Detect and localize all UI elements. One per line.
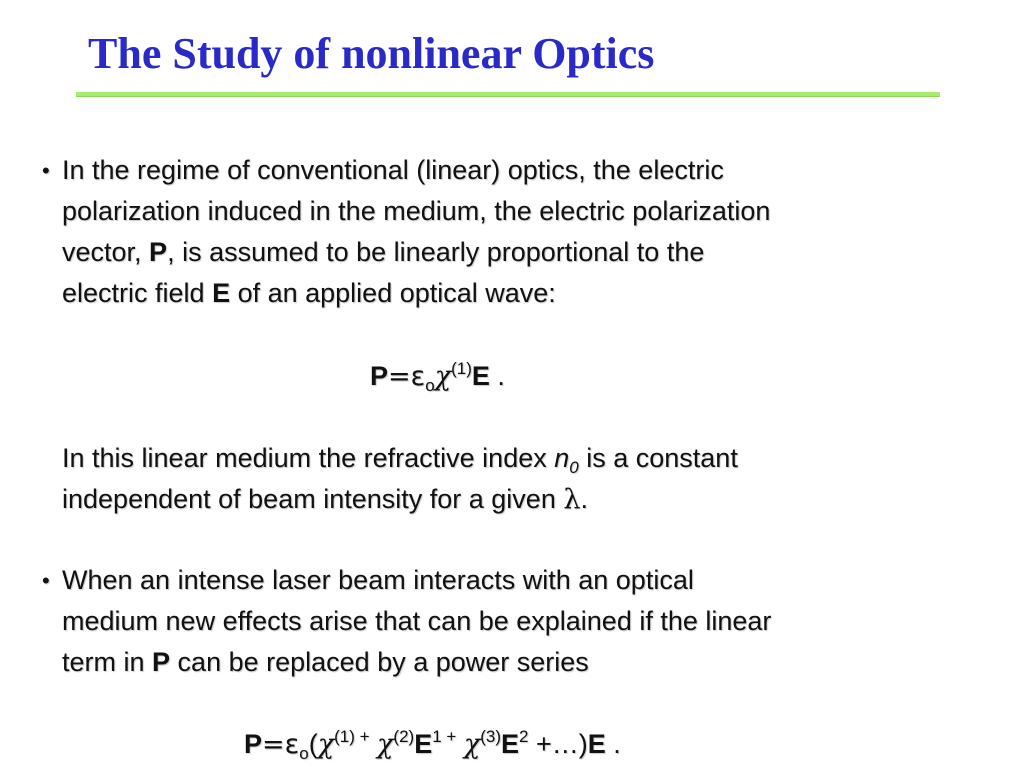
eq-symbol-e: E — [471, 361, 490, 391]
bullet-paragraph-nonlinear — [42, 560, 1002, 683]
slide-title: The Study of nonlinear Optics — [88, 29, 655, 78]
eq-epsilon: =ε — [388, 361, 426, 392]
eq-epsilon: =ε — [262, 729, 300, 760]
text-run: electric field — [62, 278, 213, 308]
polarization-symbol: P — [149, 237, 168, 267]
eq-subscript: o — [299, 744, 309, 763]
subscript-zero: 0 — [569, 458, 579, 477]
bullet-marker: • — [42, 158, 50, 183]
eq-symbol-p: P — [370, 361, 389, 391]
eq-chi: χ — [317, 729, 335, 760]
text-line — [62, 273, 1002, 314]
text-line: In the regime of conventional (linear) optics, the electric — [62, 155, 724, 185]
text-line — [62, 642, 1002, 683]
text-run: independent of beam intensity for a given — [62, 484, 564, 514]
nonlinear-power-series-equation — [244, 724, 621, 765]
wavelength-symbol: λ — [563, 484, 581, 515]
eq-chi: χ — [377, 729, 394, 760]
eq-symbol-e: E — [587, 729, 606, 759]
eq-superscript: (1) + — [334, 727, 370, 746]
text-line — [62, 232, 1002, 273]
text-run: . — [580, 484, 588, 514]
eq-period: . — [605, 729, 621, 759]
refractive-index-symbol: n — [554, 443, 570, 473]
eq-period: . — [489, 361, 505, 391]
bullet-paragraph-linear — [42, 150, 1002, 314]
eq-subscript: o — [425, 376, 435, 395]
eq-superscript: (3) — [480, 727, 501, 746]
bullet-marker: • — [42, 568, 50, 593]
eq-chi: χ — [434, 361, 452, 392]
title-underline — [76, 92, 940, 97]
field-symbol: E — [212, 278, 231, 308]
eq-paren: ( — [308, 729, 318, 759]
eq-symbol-p: P — [244, 729, 263, 759]
text-run: can be replaced by a power series — [170, 647, 589, 677]
text-line: medium new effects arise that can be explained if the linear — [62, 606, 772, 636]
text-run: term in — [62, 647, 153, 677]
eq-superscript: 2 — [519, 727, 529, 746]
eq-superscript: (1) — [451, 359, 472, 378]
text-line: polarization induced in the medium, the electric polarization — [62, 196, 771, 226]
text-run: In this linear medium the refractive index — [62, 443, 555, 473]
eq-symbol-e: E — [500, 729, 519, 759]
eq-symbol-e: E — [414, 729, 433, 759]
text-run: of an applied optical wave: — [230, 278, 556, 308]
text-run: vector, — [62, 237, 150, 267]
polarization-symbol: P — [152, 647, 171, 677]
eq-superscript: (2) — [393, 727, 415, 746]
text-run: is a constant — [578, 443, 738, 473]
eq-series-tail: +…) — [528, 729, 588, 759]
text-line — [62, 479, 1002, 520]
linear-polarization-equation — [370, 356, 505, 397]
text-line — [62, 438, 1002, 479]
eq-chi: χ — [463, 729, 481, 760]
text-run: , is assumed to be linearly proportional to the — [167, 237, 705, 267]
eq-superscript: 1 + — [432, 727, 457, 746]
paragraph-refractive-index — [62, 438, 1002, 520]
text-line: When an intense laser beam interacts with an optical — [62, 565, 694, 595]
